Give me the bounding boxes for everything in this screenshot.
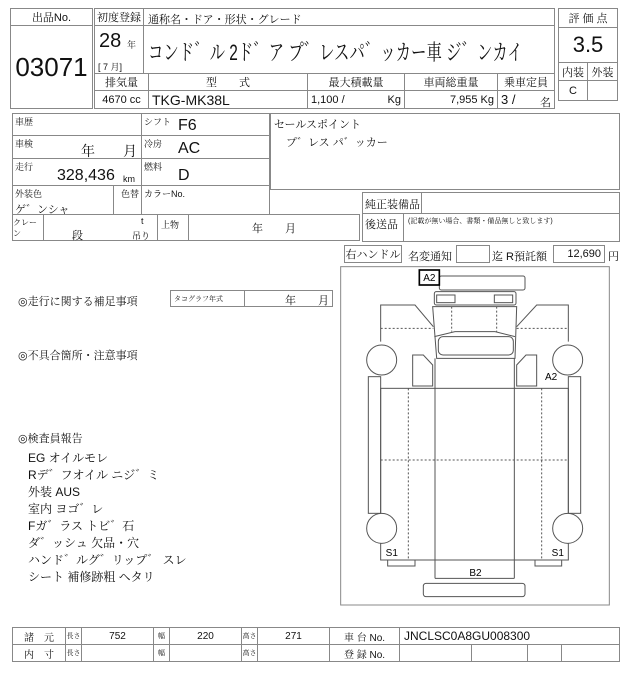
color-change-label: 色替 <box>120 189 139 199</box>
color-label: 外装色 <box>15 189 43 199</box>
inner-label: 内 寸 <box>13 645 66 662</box>
crane-cell <box>43 214 158 241</box>
reg-cell-2 <box>472 645 528 662</box>
mark-right-door: A2 <box>545 372 558 383</box>
cab-line <box>434 332 515 337</box>
capacity: 3 / <box>501 92 516 107</box>
wheel-front-left <box>367 345 397 375</box>
yen-label: 円 <box>608 251 619 263</box>
inner-length-label: 長さ <box>66 645 82 662</box>
panel-dotted-lines <box>381 307 569 560</box>
chassis-label: 車 台 No. <box>330 628 400 645</box>
front-bumper <box>439 276 525 290</box>
wheel-rear-right <box>553 513 583 543</box>
width-label: 幅 <box>154 628 170 645</box>
body-label: 上物 <box>161 220 180 230</box>
exterior-grade <box>587 80 618 101</box>
chassis-number: JNCLSC0A8GU008300 <box>400 628 620 645</box>
inspector-items <box>28 450 187 586</box>
mileage-unit: km <box>123 174 135 184</box>
max-load: 1,100 / <box>311 94 345 106</box>
recycle-label: R預託額 <box>506 251 547 263</box>
ac-cell <box>141 135 270 159</box>
inspector-item: Fガ゛ラス トビ゛石 <box>28 519 135 533</box>
mark-rear-left: S1 <box>385 548 398 559</box>
cab <box>433 307 517 359</box>
vehicle-name: コンド゛ル 2ド゛ア プ゛レスパ゛ッカー車 ジ゛ンカイ <box>148 40 523 65</box>
mark-front: A2 <box>423 273 436 284</box>
capacity-label: 乗車定員 <box>497 73 555 91</box>
capacity-unit: 名 <box>540 97 551 109</box>
reg-year: 28 <box>99 30 122 52</box>
reg-label: 登 録 No. <box>330 645 400 662</box>
score-label: 評 価 点 <box>558 8 618 28</box>
reg-month: [ 7 月] <box>98 62 123 72</box>
title-label: 通称名・ドア・形状・グレード <box>143 8 555 26</box>
crane-lift: 吊り <box>132 231 151 241</box>
inspection-cell <box>12 135 142 159</box>
wheel-rear-left <box>367 513 397 543</box>
body-date: 年 月 <box>188 214 360 241</box>
model: TKG-MK38L <box>148 90 308 109</box>
fuel-cell <box>141 158 270 186</box>
name-change-label: 名変通知 <box>408 251 452 263</box>
tacho-value: 年 月 <box>285 295 329 307</box>
running-remarks-label: ◎走行に関する補足事項 <box>18 296 138 308</box>
defects-label: ◎不具合箇所・注意事項 <box>18 350 138 362</box>
height: 271 <box>258 628 330 645</box>
shift-label: シフト <box>144 117 172 127</box>
tacho-box <box>170 290 333 307</box>
max-load-unit: Kg <box>387 94 401 106</box>
front-fenders <box>381 305 569 342</box>
name-change-suffix: 迄 <box>492 251 503 263</box>
marker-light-left <box>437 295 455 303</box>
cargo-center <box>435 358 514 578</box>
dimensions-table <box>12 627 620 662</box>
step-left <box>388 560 415 566</box>
right-handle-badge: 右ハンドル <box>344 245 402 263</box>
shift-cell <box>141 113 270 136</box>
inspector-item: EG オイルモレ <box>28 451 109 465</box>
length: 752 <box>82 628 154 645</box>
score: 3.5 <box>558 27 618 63</box>
color-cell <box>12 185 114 215</box>
inspector-item: 外装 AUS <box>28 485 81 499</box>
shift: F6 <box>178 117 197 134</box>
history-cell <box>12 113 142 136</box>
tacho-label: タコグラフ年式 <box>171 291 245 306</box>
spec-label: 諸 元 <box>13 628 66 645</box>
first-reg-label: 初度登録 <box>94 8 144 26</box>
genuine-label: 純正装備品 <box>363 193 422 213</box>
interior-grade: C <box>558 80 588 101</box>
fuel-label: 燃料 <box>144 162 163 172</box>
inspection-label: 車検 <box>15 139 34 149</box>
max-load-cell <box>307 90 405 109</box>
body-label-cell <box>157 214 189 241</box>
windshield <box>438 337 513 355</box>
reg-cell-1 <box>400 645 472 662</box>
sales-text: プ゛レス パ゛ッカー <box>286 137 388 149</box>
sales-label: セールスポイント <box>274 119 362 131</box>
reg-cell-4 <box>562 645 620 662</box>
sales-point <box>270 113 620 190</box>
crane-stage: 段 <box>72 230 83 242</box>
interior-label: 内装 <box>558 62 588 81</box>
door-windows <box>413 355 537 386</box>
vehicle-damage-diagram <box>340 260 610 615</box>
capacity-cell <box>497 90 555 109</box>
rear-bumper <box>423 583 525 596</box>
post-note: (記載が無い場合、書類・備品無しと致します) <box>408 218 553 225</box>
recycle-value: 12,690 <box>553 245 605 263</box>
reg-cell-3 <box>528 645 562 662</box>
crane-label: クレーン <box>12 214 44 241</box>
inspector-item: Rデ゛フオイル ニジ゛ミ <box>28 468 160 482</box>
mileage-cell <box>12 158 142 186</box>
inspector-item: 室内 ヨゴ゛レ <box>28 502 104 516</box>
post-items <box>362 213 620 242</box>
genuine-equipment <box>362 192 620 214</box>
inspector-item: ダ゛ッシュ 欠品・穴 <box>28 536 140 550</box>
wheel-front-right <box>553 345 583 375</box>
inner-height-label: 高さ <box>242 645 258 662</box>
fuel: D <box>178 167 190 184</box>
inner-width-label: 幅 <box>154 645 170 662</box>
gross-weight: 7,955 Kg <box>404 90 498 109</box>
side-skirt-left <box>368 377 380 514</box>
inspector-item: ハンド゛ルグ゛リップ゛ スレ <box>28 553 187 567</box>
displacement-label: 排気量 <box>94 73 149 91</box>
lot-label: 出品No. <box>10 8 93 26</box>
post-label: 後送品 <box>363 214 404 241</box>
mileage: 328,436 <box>57 167 115 184</box>
ac: AC <box>178 140 201 157</box>
crane-t: t <box>141 216 144 226</box>
model-label: 型 式 <box>148 73 308 91</box>
color-no-label: カラーNo. <box>144 189 186 199</box>
side-skirt-right <box>568 377 580 514</box>
mileage-label: 走行 <box>15 162 34 172</box>
marker-light-right <box>494 295 512 303</box>
history-label: 車歴 <box>15 117 34 127</box>
year-unit: 年 <box>127 40 137 50</box>
width: 220 <box>170 628 242 645</box>
vehicle-name-cell <box>143 25 555 74</box>
height-label: 高さ <box>242 628 258 645</box>
inner-height <box>258 645 330 662</box>
max-load-label: 最大積載量 <box>307 73 405 91</box>
inspection-value: 年 月 <box>81 143 137 159</box>
step-right <box>535 560 562 566</box>
ac-label: 冷房 <box>144 139 163 149</box>
reg-date-cell <box>94 25 144 74</box>
inspector-label: ◎検査員報告 <box>18 433 83 445</box>
exterior-label: 外装 <box>587 62 618 81</box>
mark-rear: B2 <box>469 568 482 579</box>
inner-length <box>82 645 154 662</box>
inner-width <box>170 645 242 662</box>
gross-weight-label: 車両総重量 <box>404 73 498 91</box>
mark-rear-right: S1 <box>551 548 564 559</box>
inspector-item: シート 補修跡粗 ヘタリ <box>28 570 155 584</box>
color-no-cell <box>141 185 270 215</box>
color-change-cell <box>113 185 142 215</box>
color: ゲ゛ンシャ <box>15 204 70 216</box>
length-label: 長さ <box>66 628 82 645</box>
lot-number: 03071 <box>10 25 93 109</box>
displacement: 4670 cc <box>94 90 149 109</box>
